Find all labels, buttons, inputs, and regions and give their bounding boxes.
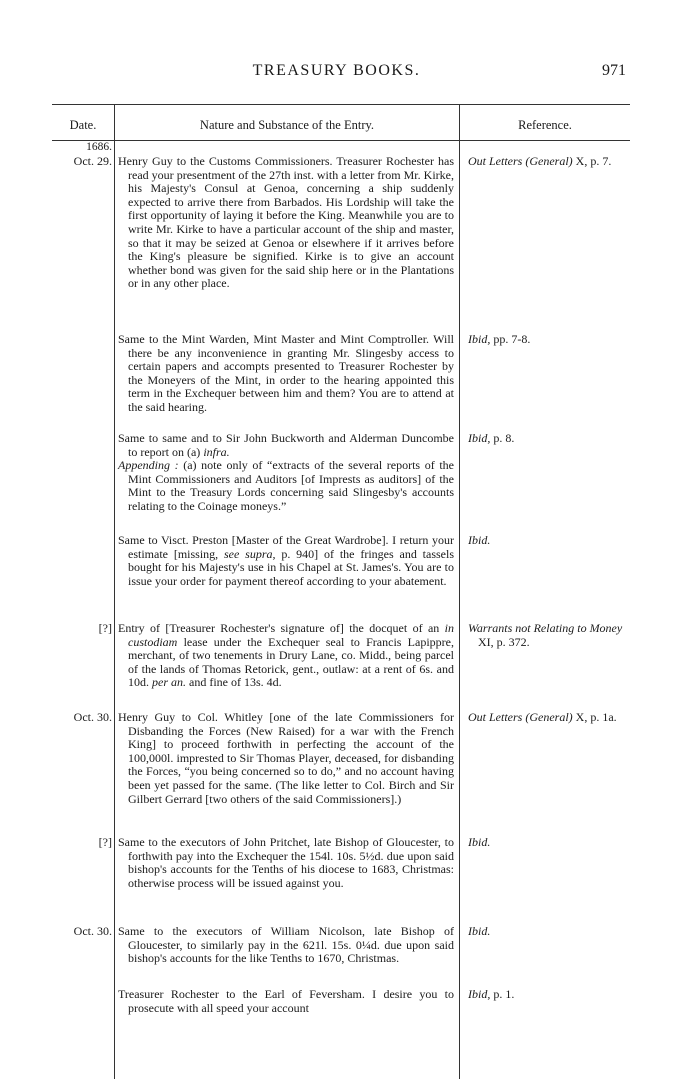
entry-text: Same to the executors of William Nicolson, late Bishop of Gloucester, to similarly pay in the 621l. 15s. 0¼d. due upon said bishop's accounts for the like Tenths to 1670, Christmas. <box>118 924 454 966</box>
entry-text: Same to Visct. Preston [Master of the Great Wardrobe]. I return your estimate [missing, see supra, p. 940] of the fringes and tassels bought for his Majesty's use in his Chapel at St. James's. You are to issue your order for payment thereof according to your abatement. <box>118 533 454 588</box>
column-divider-right <box>459 104 460 1079</box>
column-divider-left <box>114 104 115 1079</box>
entry-date: [?] <box>98 621 112 635</box>
entry-text: Entry of [Treasurer Rochester's signature of] the docquet of an in custodiam lease under the Exchequer seal to Francis Lapippre, merchant, of two tenements in Drury Lane, co. Midd., being parcel of the lands of Thomas Retorick, gent., outlaw: at a rent of 6s. and 10d. per an. and fine of 13s. 4d. <box>118 621 454 690</box>
entry-date: Oct. 30. <box>73 710 112 724</box>
running-head <box>0 62 673 86</box>
column-header-nature: Nature and Substance of the Entry. <box>199 118 375 132</box>
column-header-date: Date. <box>69 118 97 132</box>
entry-date: Oct. 29. <box>73 154 112 168</box>
entry-reference: Ibid. <box>468 924 491 938</box>
entry-date: Oct. 30. <box>73 924 112 938</box>
year-label: 1686. <box>86 141 112 153</box>
column-header-reference: Reference. <box>518 118 572 132</box>
entry-text: Henry Guy to the Customs Commissioners. Treasurer Rochester has read your presentment of the 27th inst. with a letter from Mr. Kirke, his Majesty's Consul at Genoa, concerning a ship suddenly expected to arrive there from Barbados. His Lordship will take the first opportunity of laying it before the King. Meanwhile you are to write Mr. Kirke to have a particular account of the ship and master, so that it may be seized at Genoa or elsewhere if it arrives before the King's pleasure be signified. Kirke is to give an account whether bond was given for the said ship here or in the Plantations or in any other place. <box>118 154 454 291</box>
entry-reference: Ibid, pp. 7-8. <box>468 332 531 346</box>
running-title: TREASURY BOOKS. <box>252 62 421 79</box>
entry-reference: Warrants not Relating to Money XI, p. 372. <box>468 621 623 649</box>
entry-reference: Ibid. <box>468 835 491 849</box>
entry-reference: Ibid, p. 1. <box>468 987 515 1001</box>
entry-reference: Ibid. <box>468 533 491 547</box>
table-top-rule <box>52 104 630 105</box>
entry-text: Same to the executors of John Pritchet, late Bishop of Gloucester, to forthwith pay into the Exchequer the 154l. 10s. 5½d. due upon said bishop's accounts for the Tenths of his diocese to 1683, Christmas: otherwise process will be issued against you. <box>118 835 454 890</box>
entry-reference: Out Letters (General) X, p. 1a. <box>468 710 617 724</box>
entry-reference: Ibid, p. 8. <box>468 431 515 445</box>
entry-reference: Out Letters (General) X, p. 7. <box>468 154 612 168</box>
table-header-rule <box>52 140 630 141</box>
entry-text: Treasurer Rochester to the Earl of Feversham. I desire you to prosecute with all speed your account <box>118 987 454 1015</box>
entry-date: [?] <box>98 835 112 849</box>
entry-text: Henry Guy to Col. Whitley [one of the late Commissioners for Disbanding the Forces (New Raised) for a war with the French King] to proceed forthwith in perfecting the account of the 100,000l. imprested to Sir Thomas Player, deceased, for disbanding the Forces, “you being concerned so to do,” and no account having been yet passed for the same. (The like letter to Col. Birch and Sir Gilbert Gerrard [two others of the said Commissioners].) <box>118 710 454 806</box>
entry-text: Same to same and to Sir John Buckworth and Alderman Duncombe to report on (a) infra. Appending : (a) note only of “extracts of the several reports of the Mint Commissioners and Auditors [of Imprests as auditors] of the Mint to the Treasury Lords concerning said Slingesby's accounts relating to the Coinage moneys.” <box>118 431 454 513</box>
page-number: 971 <box>602 62 626 79</box>
entry-text: Same to the Mint Warden, Mint Master and Mint Comptroller. Will there be any inconvenience in granting Mr. Slingesby access to certain papers and accompts presented to Treasurer Rochester by the Moneyers of the Mint, in order to the hearing appointed this term in the Exchequer between him and them? You are to attend at the said hearing. <box>118 332 454 414</box>
